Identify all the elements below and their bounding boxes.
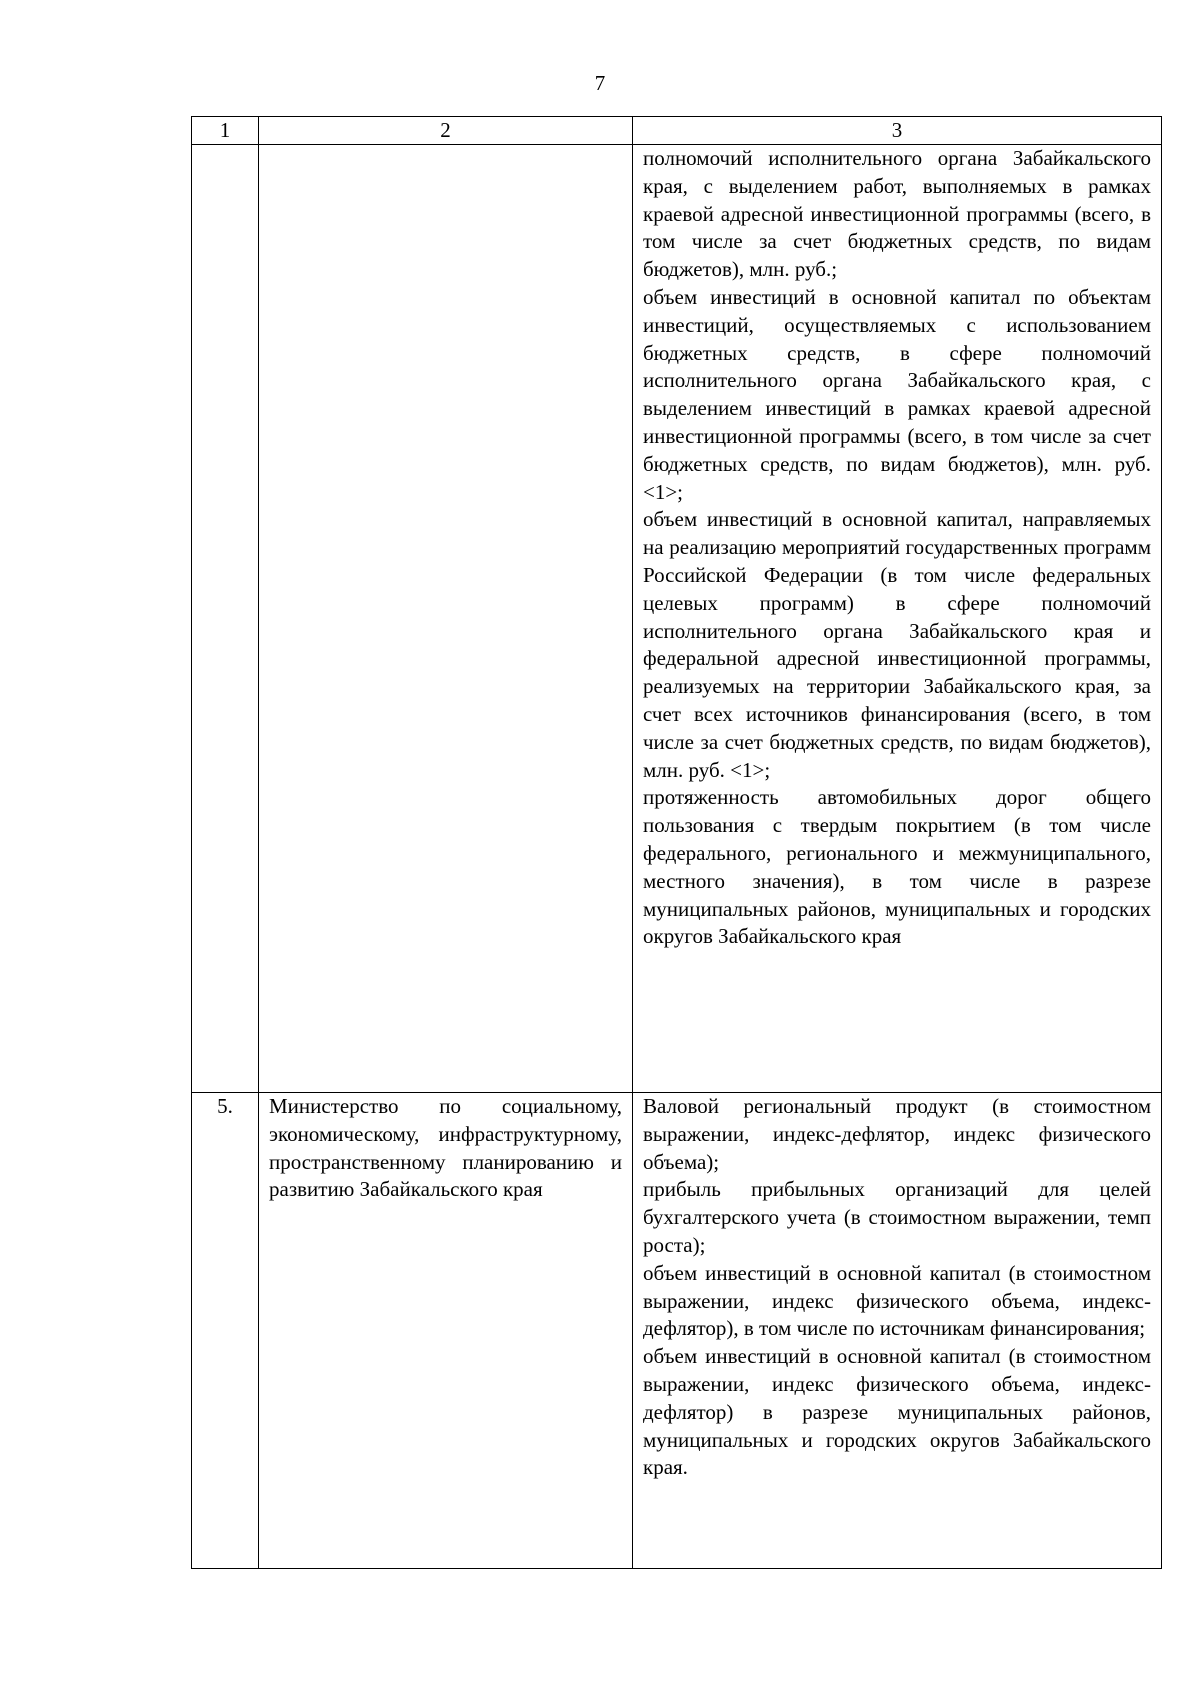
indicator-item: прибыль прибыльных организаций для целей бухгалтерского учета (в стоимостном выражении, темп роста); (643, 1177, 1151, 1257)
table-row (192, 1093, 1162, 1569)
row-number (192, 145, 259, 1093)
indicators-table (191, 116, 1162, 1569)
column-header-3: 3 (633, 117, 1162, 145)
indicator-item: полномочий исполнительного органа Забайкальского края, с выделением работ, выполняемых в рамках краевой адресной инвестиционной программы (всего, в том числе за счет бюджетных средств, по видам бюджетов), млн. руб.; (643, 146, 1151, 282)
table-row (192, 145, 1162, 1093)
column-header-2: 2 (259, 117, 633, 145)
row-indicators (633, 145, 1162, 1093)
row-body (259, 145, 633, 1093)
indicator-item: протяженность автомобильных дорог общего пользования с твердым покрытием (в том числе федерального, регионального и межмуниципального, местного значения), в том числе в разрезе муниципальных районов, муниципальных и городских округов Забайкальского края (643, 785, 1151, 949)
row-indicators (633, 1093, 1162, 1569)
indicator-item: объем инвестиций в основной капитал (в стоимостном выражении, индекс физического объема, индекс-дефлятор), в том числе по источникам финансирования; (643, 1260, 1151, 1341)
row-body (259, 1093, 633, 1569)
page-number: 7 (594, 71, 606, 95)
row-number: 5. (192, 1093, 259, 1569)
body-text: Министерство по социальному, экономическому, инфраструктурному, пространственному планированию и развитию Забайкальского края (269, 1094, 622, 1202)
column-header-1: 1 (192, 117, 259, 145)
table-header-row (192, 117, 1162, 145)
indicator-item: Валовой региональный продукт (в стоимостном выражении, индекс-дефлятор, индекс физического объема); (643, 1094, 1151, 1174)
indicator-item: объем инвестиций в основной капитал, направляемых на реализацию мероприятий государственных программ Российской Федерации (в том числе федеральных целевых программ) в сфере полномочий исполнительного органа Забайкальского края и федеральной адресной инвестиционной программы, реализуемых на территории Забайкальского края, за счет всех источников финансирования (всего, в том числе за счет бюджетных средств, по видам бюджетов), млн. руб. <1>; (643, 507, 1151, 782)
indicator-item: объем инвестиций в основной капитал по объектам инвестиций, осуществляемых с использованием бюджетных средств, в сфере полномочий исполнительного органа Забайкальского края, с выделением инвестиций в рамках краевой адресной инвестиционной программы (всего, в том числе за счет бюджетных средств, по видам бюджетов), млн. руб. <1>; (643, 284, 1151, 504)
indicator-item: объем инвестиций в основной капитал (в стоимостном выражении, индекс физического объема, индекс-дефлятор) в разрезе муниципальных районов, муниципальных и городских округов Забайкальского края. (643, 1344, 1151, 1480)
